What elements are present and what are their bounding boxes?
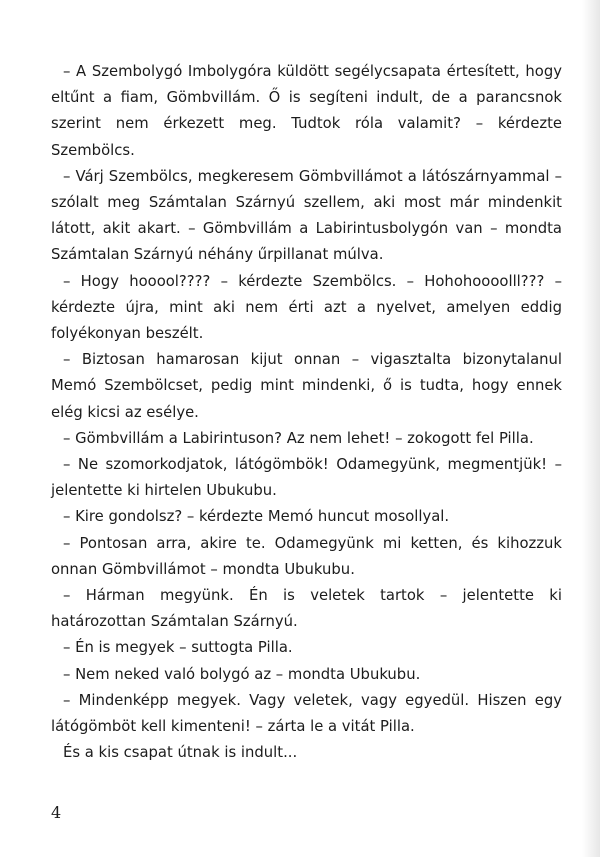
paragraph-6: – Ne szomorkodjatok, látógömbök! Odamegyünk, megmentjük! – jelentette ki hirtelen Ubukubu. xyxy=(51,456,562,500)
paragraph-9: – Hárman megyünk. Én is veletek tartok – jelentette ki határozottan Számtalan Szárnyú. xyxy=(51,587,562,631)
paragraph-1: – A Szembolygó Imbolygóra küldött segélycsapata értesített, hogy eltűnt a fiam, Gömbvillám. Ő is segíteni indult, de a parancsnok szerint nem érkezett meg. Tudtok róla valamit? – kérdezte Szembölcs. xyxy=(51,63,562,159)
paragraph-12: – Mindenképp megyek. Vagy veletek, vagy egyedül. Hiszen egy látógömböt kell kimenteni! – zárta le a vitát Pilla. xyxy=(51,691,562,736)
paragraph-11: – Nem neked való bolygó az – mondta Ubukubu. xyxy=(63,665,421,683)
story-text xyxy=(51,59,562,766)
paragraph-7: – Kire gondolsz? – kérdezte Memó huncut mosollyal. xyxy=(63,508,450,526)
paragraph-8: – Pontosan arra, akire te. Odamegyünk mi ketten, és kihozzuk onnan Gömbvillámot – mondta Ubukubu. xyxy=(51,534,562,578)
page-edge-shadow xyxy=(582,0,600,857)
paragraph-4: – Biztosan hamarosan kijut onnan – vigasztalta bizonytalanul Memó Szembölcset, pedig mint mindenki, ő is tudta, hogy ennek elég kicsi az esélye. xyxy=(51,351,562,421)
paragraph-13: És a kis csapat útnak is indult... xyxy=(63,744,298,762)
paragraph-5: – Gömbvillám a Labirintuson? Az nem lehet! – zokogott fel Pilla. xyxy=(63,429,534,447)
page-number: 4 xyxy=(51,803,62,822)
paragraph-2: – Várj Szembölcs, megkeresem Gömbvillámot a látószárnyammal – szólalt meg Számtalan Szárnyú szellem, aki most már mindenkit látott, akit akart. – Gömbvillám a Labirintusbolygón van – mondta Számtalan Szárnyú néhány űrpillanat múlva. xyxy=(51,167,562,264)
paragraph-10: – Én is megyek – suttogta Pilla. xyxy=(63,639,293,657)
paragraph-3: – Hogy hooool???? – kérdezte Szembölcs. – Hohohoooolll??? – kérdezte újra, mint aki nem érti azt a nyelvet, amelyen eddig folyékonyan beszélt. xyxy=(51,272,562,343)
